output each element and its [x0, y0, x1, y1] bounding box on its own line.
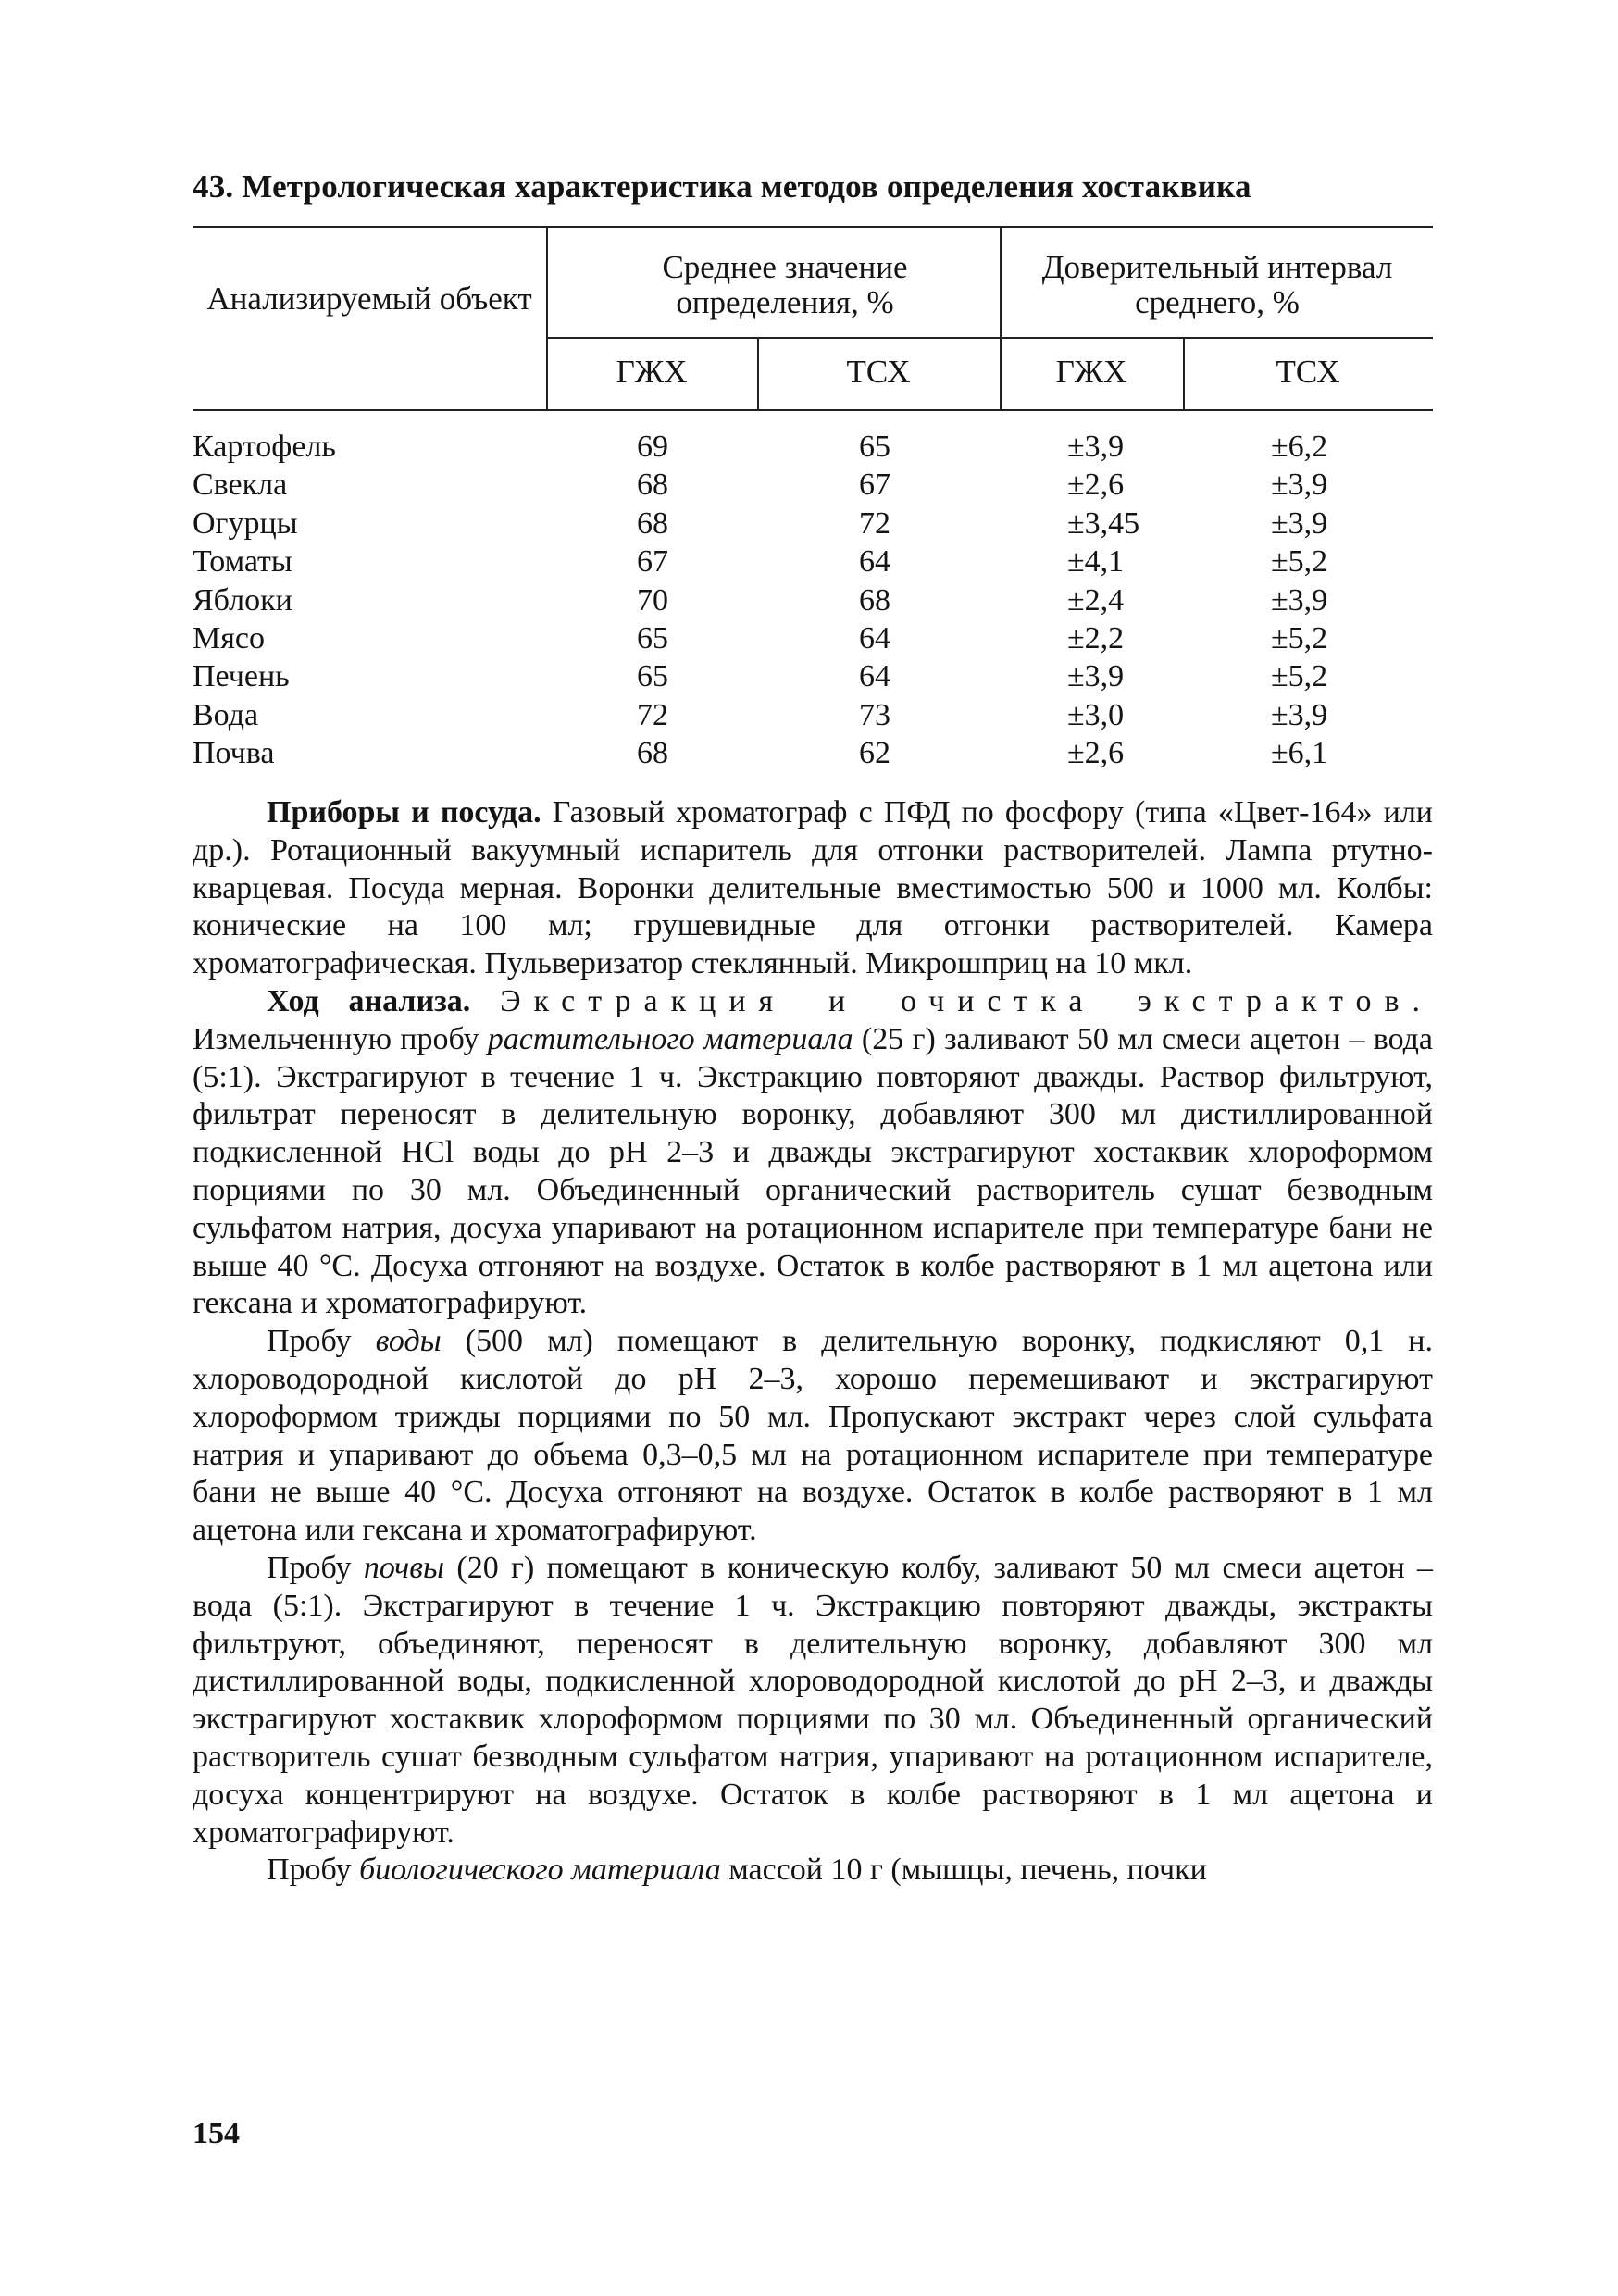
table-row [193, 734, 1433, 772]
paragraph-equipment [193, 794, 1433, 983]
paragraph-text: Пробу [267, 1853, 360, 1888]
row-object: Картофель [193, 430, 336, 464]
header-interval: Доверительный интервал среднего, % [1041, 249, 1393, 320]
table-row [193, 543, 1433, 580]
cell-ci-tlc: ±6,1 [1271, 736, 1328, 771]
paragraph-text: Пробу [267, 1324, 376, 1359]
cell-ci-tlc: ±3,9 [1271, 582, 1328, 618]
table-row [193, 428, 1433, 466]
cell-ci-gc: ±3,9 [1067, 430, 1125, 464]
cell-mean-tlc: 64 [859, 620, 890, 655]
row-object: Печень [193, 659, 290, 694]
cell-mean-tlc: 64 [859, 544, 890, 580]
cell-mean-gc: 72 [637, 697, 668, 732]
header-object: Анализируемый объект [206, 281, 532, 317]
cell-mean-gc: 65 [637, 620, 668, 655]
row-object: Вода [193, 697, 259, 732]
cell-ci-tlc: ±5,2 [1271, 544, 1328, 580]
table-row [193, 657, 1433, 695]
paragraph-text: Измельченную пробу [193, 1021, 488, 1056]
cell-ci-gc: ±2,6 [1067, 468, 1125, 503]
header-mean: Среднее значение определения, % [662, 249, 908, 320]
cell-mean-gc: 70 [637, 582, 668, 618]
cell-ci-tlc: ±5,2 [1271, 659, 1328, 694]
cell-ci-gc: ±2,6 [1067, 736, 1125, 771]
paragraph-text: Пробу [267, 1550, 364, 1585]
paragraph-text: массой 10 г (мышцы, печень, почки [720, 1853, 1207, 1888]
table-row [193, 696, 1433, 734]
cell-mean-tlc: 67 [859, 468, 890, 503]
cell-ci-gc: ±4,1 [1067, 544, 1125, 580]
cell-mean-gc: 68 [637, 468, 668, 503]
cell-ci-tlc: ±3,9 [1271, 697, 1328, 732]
header-mid-rule [546, 337, 1433, 339]
table-row [193, 466, 1433, 504]
row-object: Томаты [193, 544, 292, 580]
row-object: Яблоки [193, 582, 292, 618]
paragraph-procedure [193, 983, 1433, 1323]
table-body [193, 428, 1433, 773]
paragraph-text: (20 г) помещают в коническую колбу, заливают 50 мл смеси ацетон – вода (5:1). Экстрагируют в течение 1 ч. Экстракцию повторяют дважды, экстракты фильтруют, объединяют, переносят в делительную воронку, добавляют 300 мл дистиллированной воды, подкисленной хлороводородной кислотой до pH 2–3, и дважды экстрагируют хостаквик хлороформом порциями по 30 мл. Объединенный органический растворитель сушат безводным сульфатом натрия, упаривают на ротационном испарителе, досуха концентрируют на воздухе. Остаток в колбе растворяют в 1 мл ацетона и хроматографируют. [193, 1550, 1433, 1850]
cell-mean-gc: 68 [637, 505, 668, 541]
row-object: Огурцы [193, 505, 298, 541]
cell-mean-tlc: 68 [859, 582, 890, 618]
table-row [193, 619, 1433, 657]
cell-ci-gc: ±3,9 [1067, 659, 1125, 694]
cell-mean-tlc: 72 [859, 505, 890, 541]
cell-mean-gc: 67 [637, 544, 668, 580]
cell-ci-gc: ±2,2 [1067, 620, 1125, 655]
header-sub-gc-mean: ГЖХ [616, 354, 688, 390]
paragraph-heading: Приборы и посуда. [267, 795, 541, 830]
table-title: 43. Метрологическая характеристика методов определения хостаквика [193, 168, 1251, 205]
paragraph-biological [193, 1852, 1433, 1890]
emphasis-text: воды [375, 1324, 442, 1359]
paragraph-soil [193, 1550, 1433, 1852]
cell-mean-gc: 65 [637, 659, 668, 694]
header-sub-tlc-ci: ТСХ [1276, 354, 1340, 390]
paragraph-water [193, 1323, 1433, 1550]
cell-ci-gc: ±3,45 [1067, 505, 1140, 541]
table-row [193, 581, 1433, 619]
section-heading-spaced: Экстракция и очистка экстрактов. [500, 983, 1434, 1018]
emphasis-text: биологического материала [359, 1853, 721, 1888]
cell-ci-tlc: ±6,2 [1271, 430, 1328, 464]
paragraph-text: (500 мл) помещают в делительную воронку, подкисляют 0,1 н. хлороводородной кислотой до pH 2–3, хорошо перемешивают и экстрагируют хлороформом трижды порциями по 50 мл. Пропускают экстракт через слой сульфата натрия и упаривают до объема 0,3–0,5 мл на ротационном испарителе при температуре бани не выше 40 °С. Досуха отгоняют на воздухе. Остаток в колбе растворяют в 1 мл ацетона или гексана и хроматографируют. [193, 1324, 1433, 1548]
table-row [193, 505, 1433, 543]
cell-mean-tlc: 64 [859, 659, 890, 694]
page-number: 154 [193, 2116, 240, 2151]
cell-mean-gc: 69 [637, 430, 668, 464]
emphasis-text: почвы [363, 1550, 445, 1585]
cell-mean-tlc: 73 [859, 697, 890, 732]
body-text [193, 794, 1433, 1890]
row-object: Свекла [193, 468, 288, 503]
cell-mean-gc: 68 [637, 736, 668, 771]
cell-ci-tlc: ±3,9 [1271, 468, 1328, 503]
cell-ci-gc: ±2,4 [1067, 582, 1125, 618]
paragraph-text: (25 г) заливают 50 мл смеси ацетон – вода (5:1). Экстрагируют в течение 1 ч. Экстракцию повторяют дважды. Раствор фильтруют, фильтрат переносят в делительную воронку, добавляют 300 мл дистиллированной подкисленной HCl воды до pH 2–3 и дважды экстрагируют хостаквик хлороформом порциями по 30 мл. Объединенный органический растворитель сушат безводным сульфатом натрия, досуха упаривают на ротационном испарителе при температуре бани не выше 40 °С. Досуха отгоняют на воздухе. Остаток в колбе растворяют в 1 мл ацетона или гексана и хроматографируют. [193, 1021, 1433, 1321]
cell-ci-tlc: ±3,9 [1271, 505, 1328, 541]
cell-mean-tlc: 65 [859, 430, 890, 464]
cell-ci-gc: ±3,0 [1067, 697, 1125, 732]
emphasis-text: растительного материала [487, 1021, 853, 1056]
row-object: Почва [193, 736, 275, 771]
row-object: Мясо [193, 620, 265, 655]
header-sub-gc-ci: ГЖХ [1055, 354, 1127, 390]
cell-mean-tlc: 62 [859, 736, 890, 771]
table-top-rule [193, 226, 1433, 228]
paragraph-text: Газовый хроматограф с ПФД по фосфору (типа «Цвет-164» или др.). Ротационный вакуумный испаритель для отгонки растворителей. Лампа ртутно-кварцевая. Посуда мерная. Воронки делительные вместимостью 500 и 1000 мл. Колбы: конические на 100 мл; грушевидные для отгонки растворителей. Камера хроматографическая. Пульверизатор стеклянный. Микрошприц на 10 мкл. [193, 795, 1433, 981]
paragraph-heading: Ход анализа. [267, 983, 471, 1018]
cell-ci-tlc: ±5,2 [1271, 620, 1328, 655]
header-bottom-rule [193, 409, 1433, 411]
header-sub-tlc-mean: ТСХ [846, 354, 911, 390]
